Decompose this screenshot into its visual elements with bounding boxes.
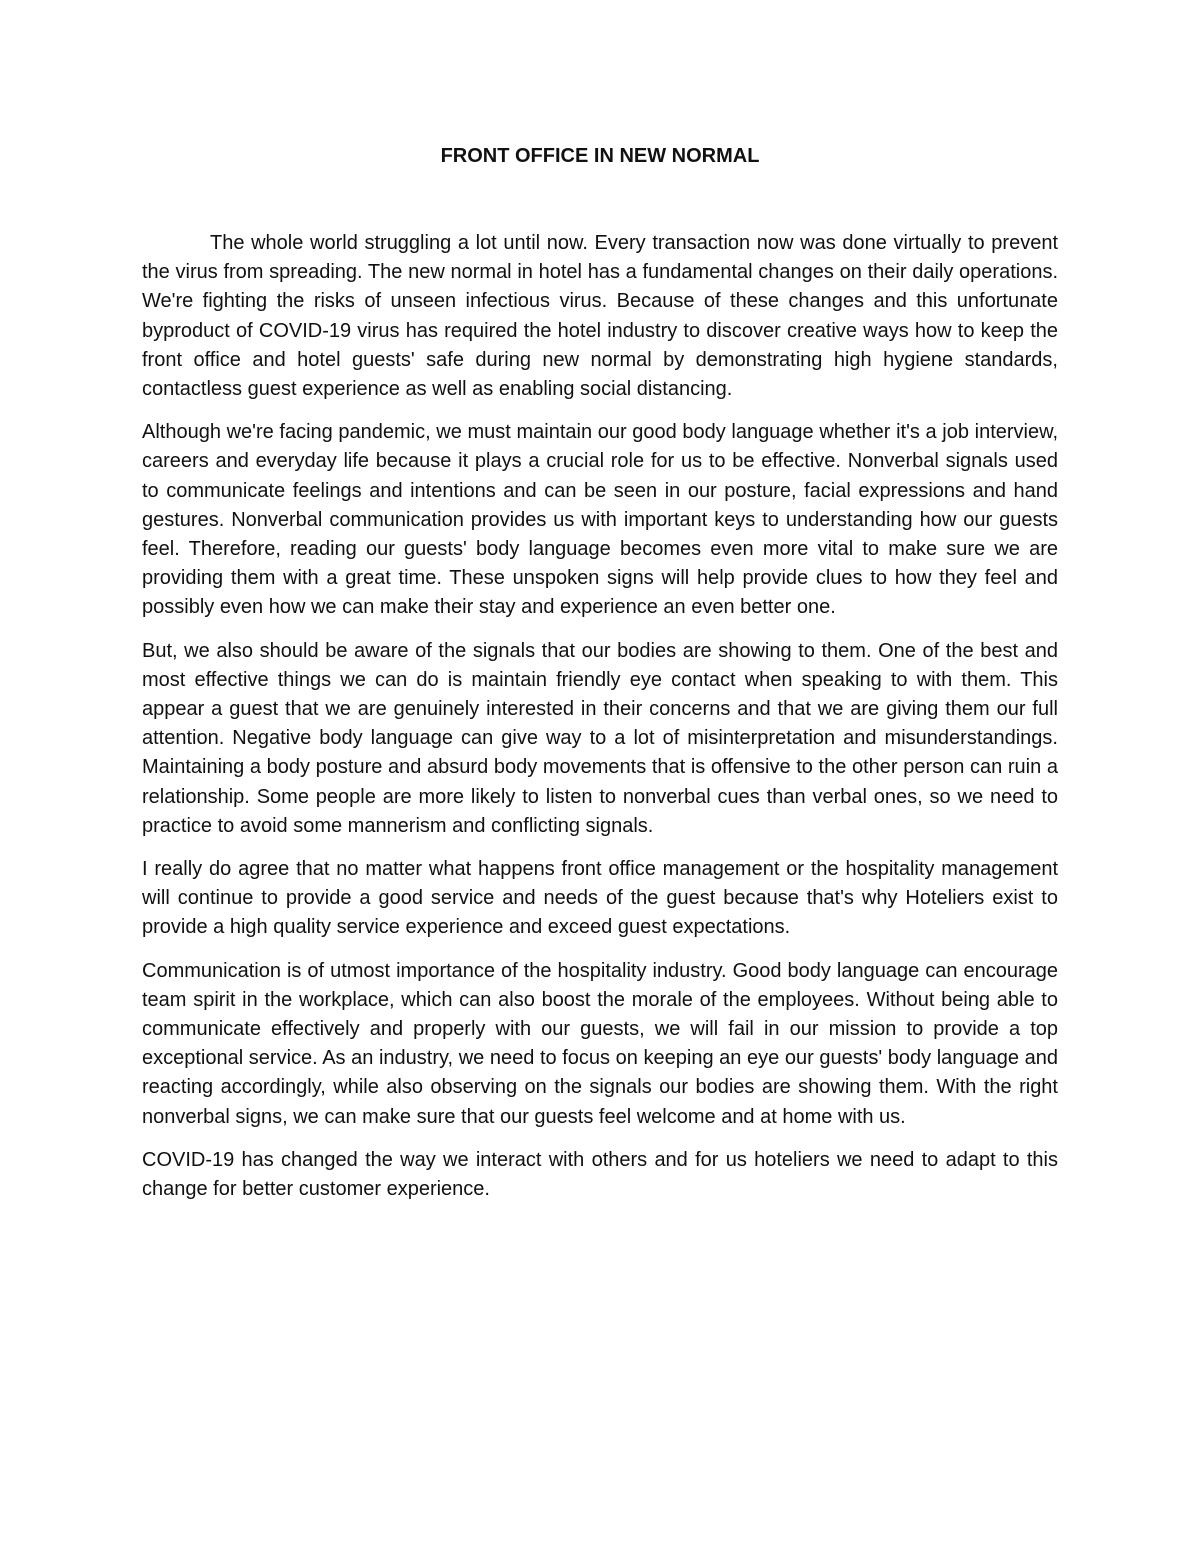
document-title: FRONT OFFICE IN NEW NORMAL [440,145,760,167]
paragraph-body-language: Although we're facing pandemic, we must maintain our good body language whether it's a job interview, careers and everyday life because it plays a crucial role for us to be effective. Nonverbal signals used to communicate feelings and intentions and can be seen in our posture, facial expressions and hand gestures. Nonverbal communication provides us with important keys to understanding how our guests feel. Therefore, reading our guests' body language becomes even more vital to make sure we are providing them with a great time. These unspoken signs will help provide clues to how they feel and possibly even how we can make their stay and experience an even better one. [142,421,1058,619]
paragraph-intro: The whole world struggling a lot until now. Every transaction now was done virtually to prevent the virus from spreading. The new normal in hotel has a fundamental changes on their daily operations. We're fighting the risks of unseen infectious virus. Because of these changes and this unfortunate byproduct of COVID-19 virus has required the hotel industry to discover creative ways how to keep the front office and hotel guests' safe during new normal by demonstrating high hygiene standards, contactless guest experience as well as enabling social distancing. [142,232,1058,401]
document-body [142,229,1058,1218]
paragraph-our-signals: But, we also should be aware of the signals that our bodies are showing to them. One of the best and most effective things we can do is maintain friendly eye contact when speaking to with them. This appear a guest that we are genuinely interested in their concerns and that we are giving them our full attention. Negative body language can give way to a lot of misinterpretation and misunderstandings. Maintaining a body posture and absurd body movements that is offensive to the other person can ruin a relationship. Some people are more likely to listen to nonverbal cues than verbal ones, so we need to practice to avoid some mannerism and conflicting signals. [142,639,1058,837]
paragraph-agreement: I really do agree that no matter what happens front office management or the hospitality management will continue to provide a good service and needs of the guest because that's why Hoteliers exist to provide a high quality service experience and exceed guest expectations. [142,858,1058,939]
paragraph-conclusion: COVID-19 has changed the way we interact with others and for us hoteliers we need to adapt to this change for better customer experience. [142,1148,1058,1201]
paragraph-communication: Communication is of utmost importance of the hospitality industry. Good body language can encourage team spirit in the workplace, which can also boost the morale of the employees. Without being able to communicate effectively and properly with our guests, we will fail in our mission to provide a top exceptional service. As an industry, we need to focus on keeping an eye our guests' body language and reacting accordingly, while also observing on the signals our bodies are showing them. With the right nonverbal signs, we can make sure that our guests feel welcome and at home with us. [142,959,1058,1128]
